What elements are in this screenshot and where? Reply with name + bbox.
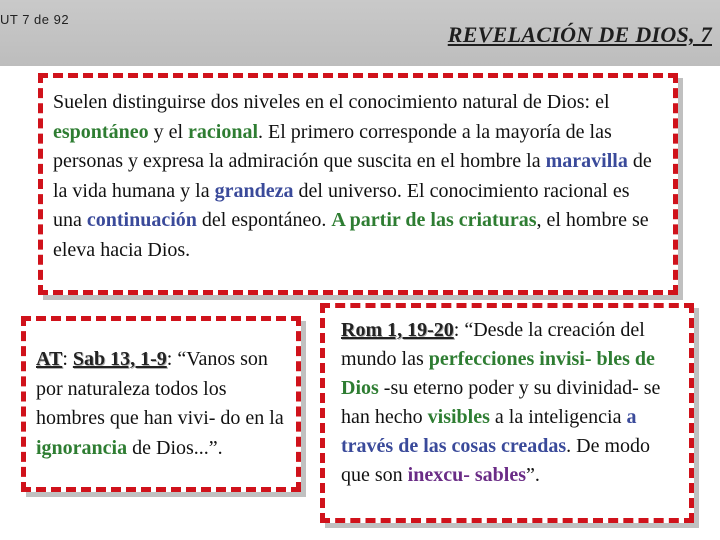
- old-testament-quote: [36, 345, 288, 463]
- new-testament-box: [320, 303, 694, 523]
- header-band: [0, 0, 720, 66]
- keyword-continuacion: continuación: [86, 209, 197, 231]
- text-segment: de la vida humana y la: [53, 150, 652, 202]
- scripture-reference: Rom 1, 19-20: [341, 319, 454, 341]
- text-segment: . El primero corresponde a la mayoría de las personas y expresa la admiración que suscita en el hombre la: [53, 120, 612, 172]
- keyword-perfecciones-invisibles: perfecciones invisi- bles de Dios: [341, 348, 655, 399]
- text-segment: : “Desde la creación del mundo las: [341, 319, 645, 370]
- text-segment: de Dios...”.: [127, 436, 223, 459]
- keyword-inexcusables: inexcu- sables: [407, 464, 527, 486]
- keyword-a-traves-de-las-cosas-creadas: a través de las cosas creadas: [341, 406, 637, 457]
- main-text-box: [38, 73, 678, 295]
- scripture-reference: Sab 13, 1-9: [72, 348, 167, 370]
- text-segment: . De modo que son: [341, 435, 651, 486]
- slide-title: REVELACIÓN DE DIOS, 7: [447, 22, 712, 47]
- keyword-espontaneo: espontáneo: [53, 120, 149, 143]
- text-segment: del espontáneo.: [196, 209, 332, 231]
- text-segment: a la inteligencia: [489, 406, 627, 428]
- slide-counter: UT 7 de 92: [0, 12, 70, 27]
- keyword-a-partir-de-las-criaturas: A partir de las criaturas: [331, 209, 537, 231]
- keyword-visibles: visibles: [427, 406, 490, 428]
- at-label: AT: [36, 348, 63, 370]
- text-segment: Suelen distinguirse dos niveles en el conocimiento natural de Dios: el: [53, 91, 610, 113]
- old-testament-box: [21, 316, 301, 492]
- new-testament-quote: [341, 316, 683, 490]
- keyword-ignorancia: ignorancia: [36, 436, 128, 459]
- text-segment: : “Vanos son por naturaleza todos los hombres que han vivi- do en la: [36, 348, 284, 429]
- text-segment: del universo. El conocimiento racional es una: [53, 179, 630, 231]
- main-paragraph: [53, 88, 663, 265]
- text-segment: :: [62, 348, 73, 370]
- text-segment: ”.: [526, 464, 540, 486]
- text-segment: -su eterno poder y su divinidad- se han hecho: [341, 377, 661, 428]
- keyword-racional: racional: [188, 120, 259, 143]
- text-segment: , el hombre se eleva hacia Dios.: [53, 209, 649, 261]
- keyword-maravilla: maravilla: [545, 150, 628, 172]
- text-segment: y el: [148, 120, 189, 143]
- keyword-grandeza: grandeza: [214, 179, 294, 202]
